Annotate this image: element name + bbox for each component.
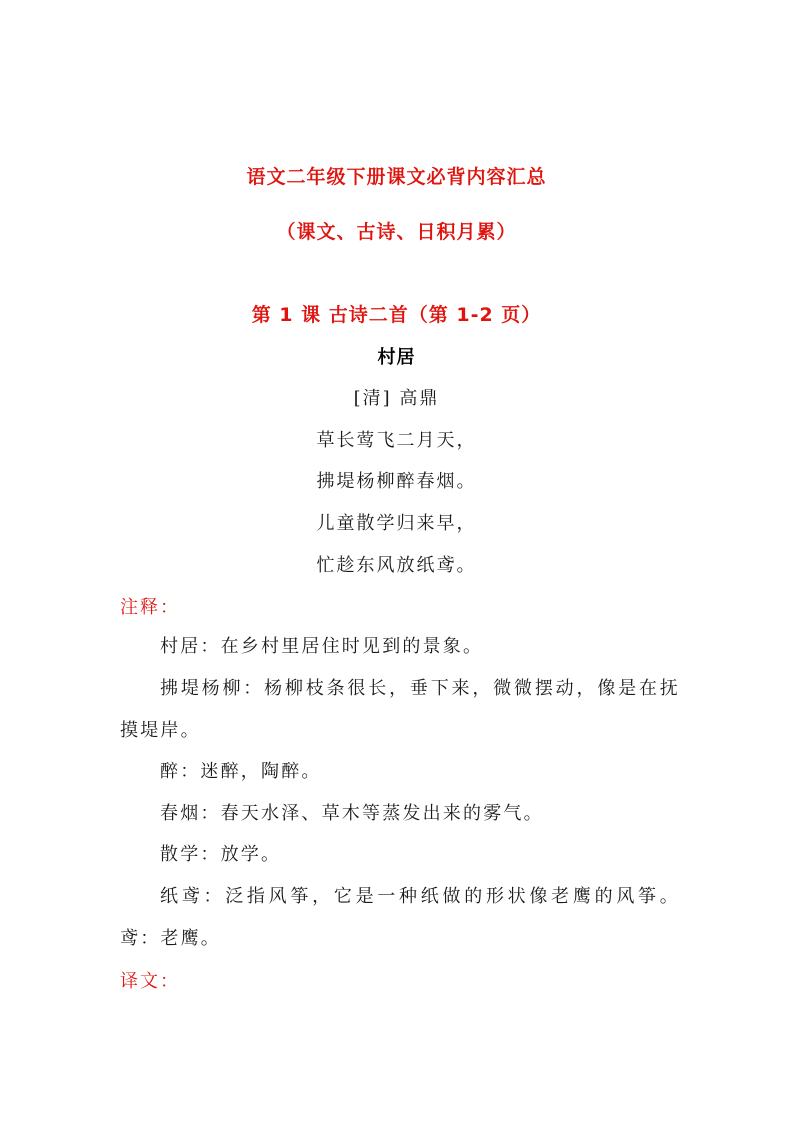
poem-line: 拂堤杨柳醉春烟。 — [316, 471, 477, 492]
document-title: 语文二年级下册课文必背内容汇总 — [246, 166, 547, 188]
note-item: 纸鸢：泛指风筝，它是一种纸做的形状像老鹰的风筝。鸢：老鹰。 — [120, 886, 680, 949]
notes-label: 注释： — [120, 597, 180, 618]
note-item: 春烟：春天水泽、草木等蒸发出来的雾气。 — [160, 803, 544, 824]
lesson-heading: 第 1 课 古诗二首（第 1-2 页） — [251, 304, 542, 326]
poem-line: 儿童散学归来早， — [316, 513, 477, 534]
poem-author: [清] 高鼎 — [353, 388, 440, 409]
note-item: 拂堤杨柳：杨柳枝条很长，垂下来，微微摆动，像是在抚摸堤岸。 — [120, 678, 680, 741]
poem-title: 村居 — [377, 347, 416, 368]
document-subtitle: （课文、古诗、日积月累） — [276, 221, 517, 243]
translation-label: 译文： — [120, 971, 180, 992]
poem-line: 忙趁东风放纸鸢。 — [316, 555, 477, 576]
note-item: 村居：在乡村里居住时见到的景象。 — [160, 636, 484, 657]
note-item: 散学：放学。 — [160, 844, 282, 865]
poem-line: 草长莺飞二月天， — [316, 430, 477, 451]
note-item: 醉：迷醉，陶醉。 — [160, 761, 322, 782]
